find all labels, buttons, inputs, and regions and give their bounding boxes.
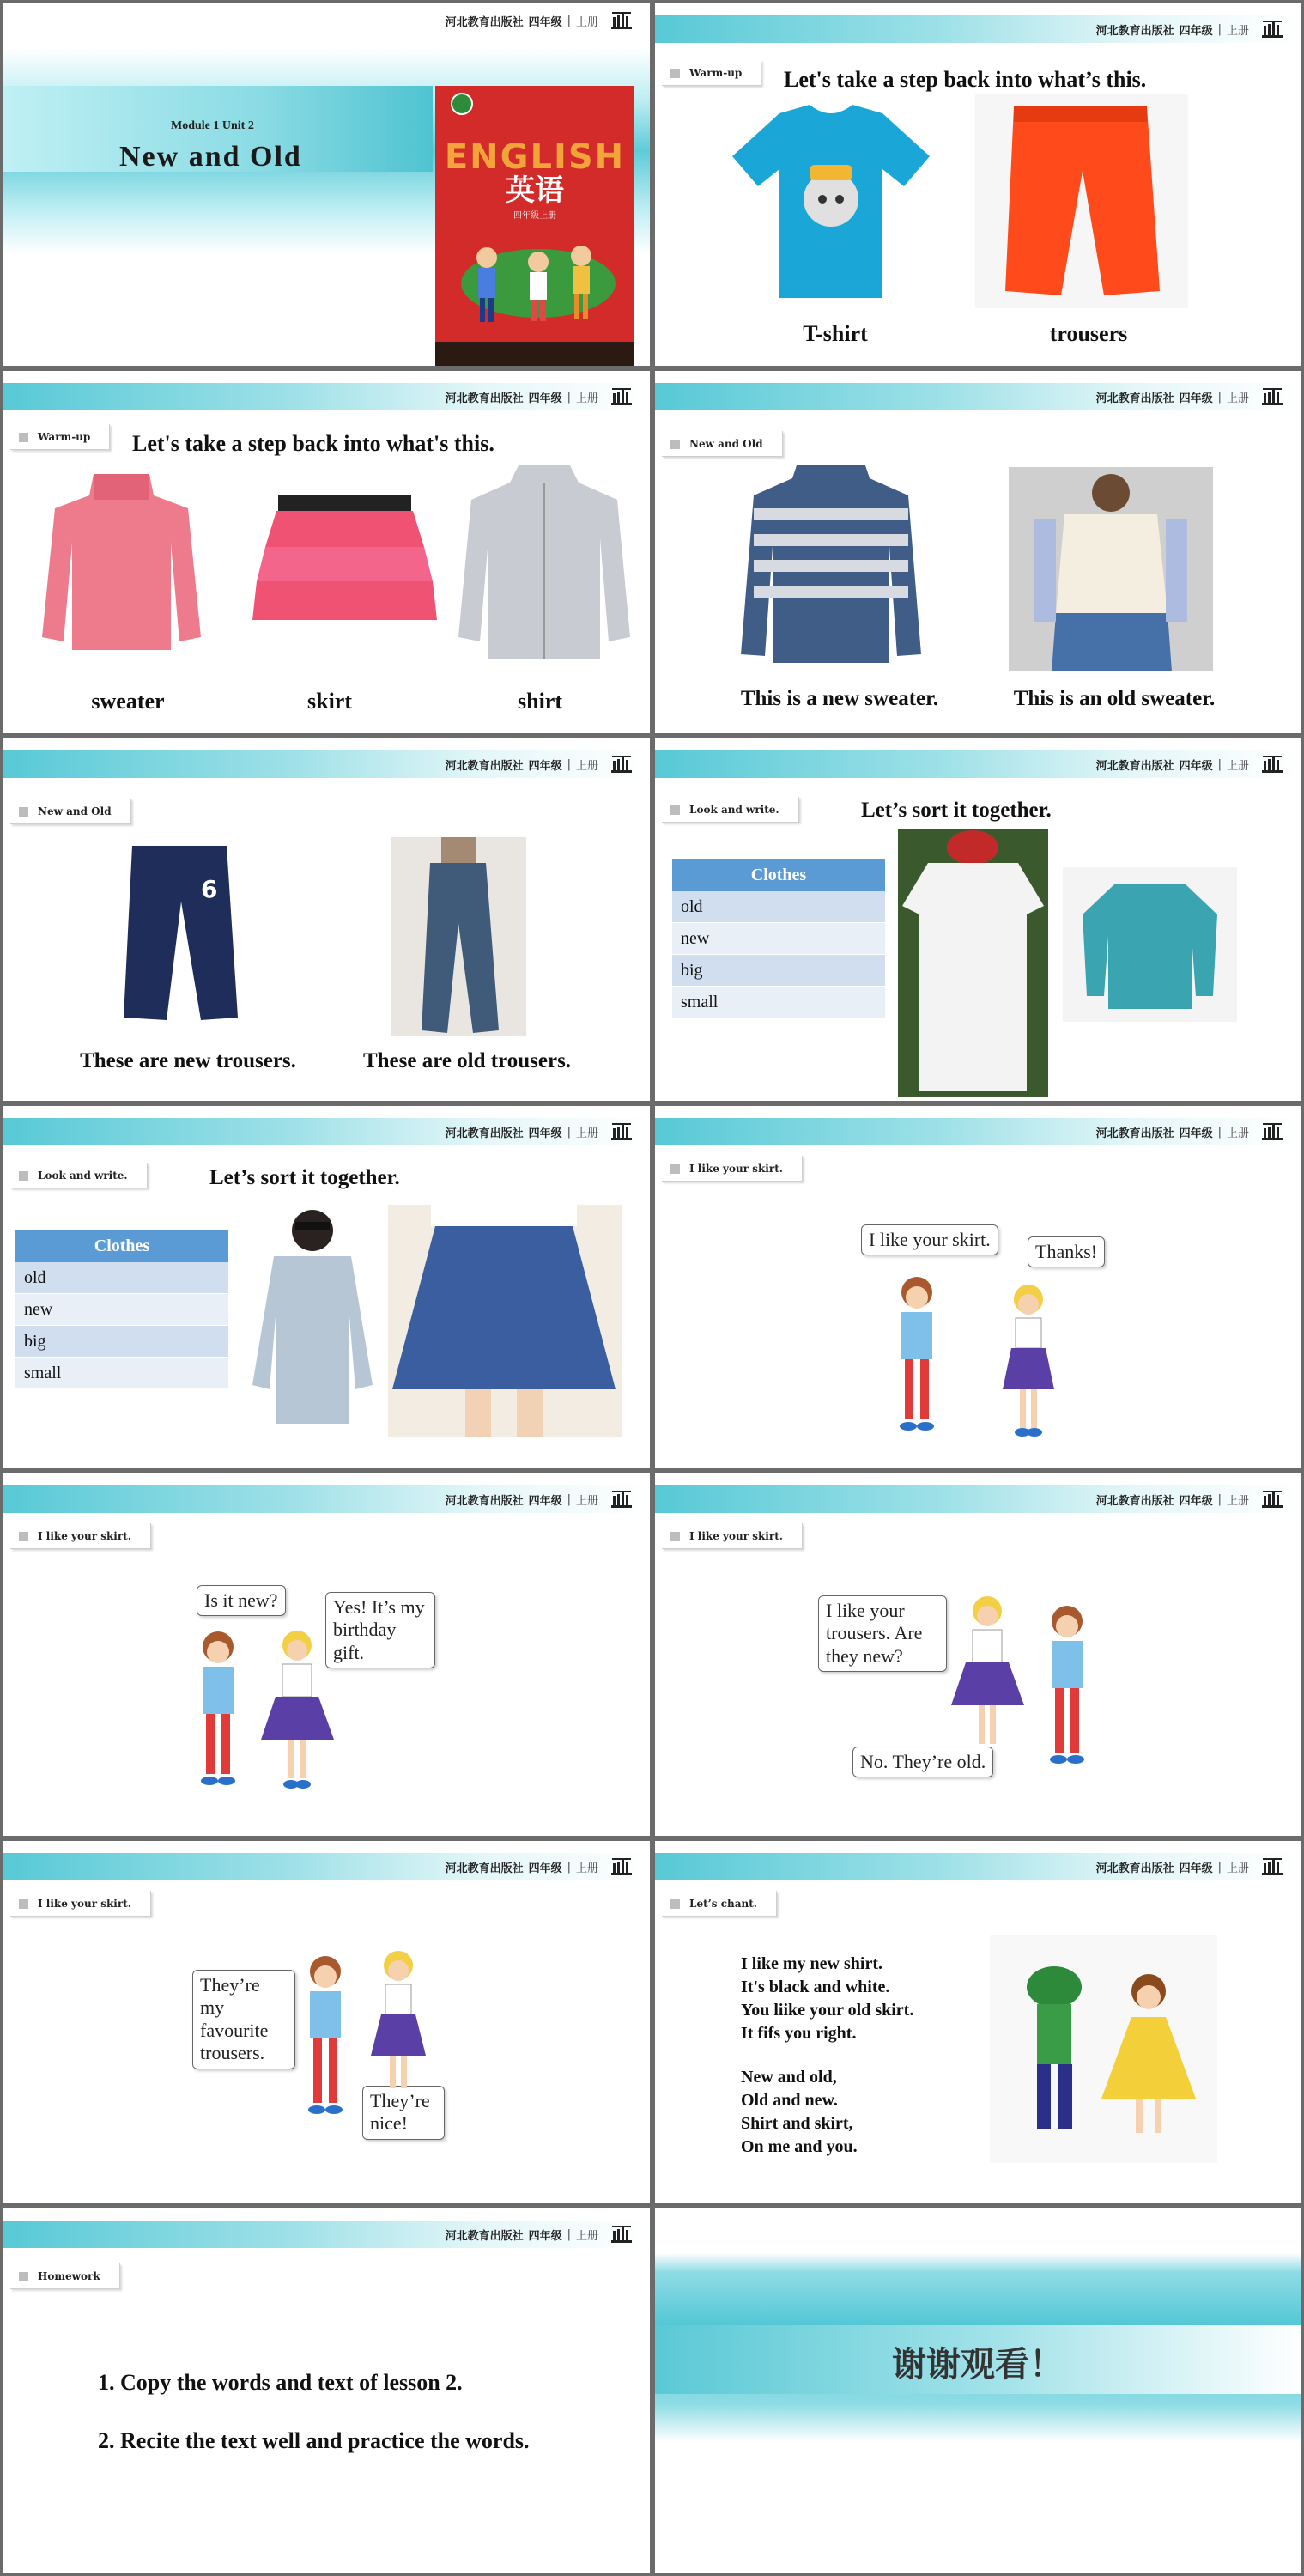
chant-illustration (990, 1935, 1217, 2163)
table-row: old (672, 891, 885, 923)
new-sweater-image (741, 465, 921, 663)
grey-sweater-image (248, 1205, 377, 1430)
publisher-grade: 四年级 (528, 1862, 562, 1875)
publisher-grade: 四年级 (528, 2229, 562, 2243)
item-label: trousers (1049, 321, 1128, 346)
publisher-name: 河北教育出版社 (1095, 24, 1174, 38)
publisher-term: 上册 (575, 1127, 598, 1140)
girl-character-2 (364, 1948, 433, 2090)
slide-heading: Let’s sort it together. (209, 1166, 400, 1189)
separator: | (567, 390, 571, 404)
sweater-image (42, 474, 201, 654)
cover-title: New and Old (119, 141, 302, 173)
publisher-grade: 四年级 (528, 15, 562, 29)
publisher-term: 上册 (1226, 392, 1249, 405)
publisher-name: 河北教育出版社 (445, 759, 524, 773)
old-trousers-image (391, 837, 526, 1036)
textbook-badge-icon (451, 93, 473, 115)
section-tag: Look and write. (662, 797, 799, 823)
slide-dialogue-1 (655, 1106, 1301, 1468)
section-tag: I like your skirt. (10, 1523, 151, 1549)
section-tag: New and Old (10, 799, 131, 824)
item-label: shirt (518, 689, 562, 714)
publisher-header (1096, 1853, 1283, 1880)
item-label: T-shirt (803, 321, 868, 346)
publisher-term: 上册 (575, 1494, 598, 1508)
textbook-children-illustration (444, 223, 626, 335)
slide-dialogue-4 (3, 1841, 650, 2203)
publisher-logo-icon (610, 2225, 633, 2244)
slide-cover (3, 3, 650, 366)
publisher-grade: 四年级 (528, 759, 562, 773)
separator: | (1217, 390, 1222, 404)
publisher-name: 河北教育出版社 (445, 1862, 524, 1875)
slide-dialogue-3 (655, 1473, 1301, 1836)
white-tshirt-image (898, 829, 1048, 1097)
publisher-logo-icon (610, 387, 633, 406)
separator: | (567, 2227, 571, 2241)
girl-character-1 (882, 1273, 951, 1437)
cover-module: Module 1 Unit 2 (171, 119, 254, 132)
publisher-term: 上册 (1226, 1127, 1249, 1140)
old-sweater-image (1009, 467, 1213, 671)
publisher-grade: 四年级 (528, 1127, 562, 1140)
publisher-name: 河北教育出版社 (445, 2229, 524, 2243)
publisher-header (446, 1118, 633, 1145)
slide-chant (655, 1841, 1301, 2203)
slide-new-old-sweater (655, 371, 1301, 733)
publisher-logo-icon (610, 1857, 633, 1876)
publisher-grade: 四年级 (1179, 1127, 1213, 1140)
separator: | (567, 1860, 571, 1874)
homework-task: 2. Recite the text well and practice the words. (98, 2428, 530, 2453)
knit-cardigan-image (1063, 867, 1237, 1022)
chant-verse-1 (741, 1953, 913, 2045)
caption-old-trousers: These are old trousers. (362, 1049, 572, 1072)
table-row: small (15, 1358, 228, 1389)
publisher-logo-icon (610, 11, 633, 30)
separator: | (567, 1492, 571, 1506)
girl-character-2 (257, 1628, 338, 1795)
publisher-grade: 四年级 (1179, 392, 1213, 405)
publisher-name: 河北教育出版社 (1095, 1127, 1174, 1140)
section-tag: Homework (10, 2263, 120, 2289)
item-label: skirt (307, 689, 352, 714)
speech-bubble: They’re my favourite trousers. (192, 1970, 295, 2069)
textbook-bottom-strip (435, 342, 634, 366)
publisher-grade: 四年级 (528, 392, 562, 405)
denim-skirt-image (388, 1205, 622, 1437)
publisher-header (446, 7, 633, 34)
separator: | (1217, 22, 1222, 36)
textbook-english: ENGLISH (444, 137, 626, 177)
publisher-logo-icon (610, 755, 633, 774)
publisher-logo-icon (1261, 1490, 1283, 1509)
chant-line: Shirt and skirt, (741, 2114, 853, 2133)
chant-verse-2 (741, 2066, 858, 2159)
publisher-logo-icon (610, 1490, 633, 1509)
separator: | (1217, 1860, 1222, 1874)
girl-character-1 (184, 1628, 252, 1791)
publisher-name: 河北教育出版社 (445, 1127, 524, 1140)
section-tag: Look and write. (10, 1163, 148, 1188)
table-row: old (15, 1262, 228, 1294)
chant-line: On me and you. (741, 2137, 858, 2156)
chant-line: Old and new. (741, 2091, 838, 2110)
publisher-grade: 四年级 (1179, 24, 1213, 38)
publisher-logo-icon (1261, 1857, 1283, 1876)
girl-character-1 (1033, 1602, 1101, 1774)
caption-old-sweater: This is an old sweater. (1013, 687, 1216, 710)
publisher-term: 上册 (1226, 759, 1249, 773)
publisher-header (446, 1853, 633, 1880)
chant-line: I like my new shirt. (741, 1954, 882, 1973)
publisher-header (1096, 750, 1283, 778)
table-row: big (15, 1326, 228, 1358)
publisher-header (1096, 15, 1283, 43)
chant-line: New and old, (741, 2068, 837, 2087)
separator: | (1217, 1125, 1222, 1139)
slide-heading: Let’s sort it together. (861, 799, 1052, 822)
caption-new-sweater: This is a new sweater. (740, 687, 939, 710)
publisher-term: 上册 (1226, 1494, 1249, 1508)
textbook-chinese: 英语 (506, 173, 564, 208)
clothes-table (15, 1230, 228, 1389)
publisher-header (1096, 1485, 1283, 1513)
section-tag: Warm-up (10, 424, 110, 450)
trousers-image (975, 94, 1188, 308)
slide-dialogue-2 (3, 1473, 650, 1836)
item-label: sweater (91, 689, 165, 714)
slide-heading: Let's take a step back into what’s this. (784, 67, 1147, 92)
girl-character-2 (994, 1282, 1063, 1441)
publisher-header (1096, 383, 1283, 410)
publisher-name: 河北教育出版社 (1095, 1862, 1174, 1875)
slide-heading: Let's take a step back into what's this. (132, 431, 494, 456)
homework-task: 1. Copy the words and text of lesson 2. (98, 2370, 463, 2395)
publisher-name: 河北教育出版社 (445, 15, 524, 29)
shirt-image (458, 465, 630, 659)
clothes-table (672, 859, 885, 1018)
section-tag: New and Old (662, 431, 783, 457)
slide-sort-2 (3, 1106, 650, 1468)
publisher-logo-icon (1261, 1122, 1283, 1141)
publisher-name: 河北教育出版社 (445, 392, 524, 405)
svg-text:6: 6 (201, 875, 218, 903)
section-tag: Warm-up (662, 60, 761, 86)
separator: | (567, 14, 571, 27)
publisher-header (446, 1485, 633, 1513)
separator: | (1217, 1492, 1222, 1506)
slide-thanks (655, 2208, 1301, 2573)
section-tag: I like your skirt. (662, 1523, 803, 1549)
publisher-term: 上册 (575, 392, 598, 405)
tshirt-image (728, 105, 934, 302)
publisher-grade: 四年级 (1179, 1494, 1213, 1508)
publisher-name: 河北教育出版社 (445, 1494, 524, 1508)
publisher-term: 上册 (575, 2229, 598, 2243)
publisher-header (446, 2221, 633, 2248)
table-row: new (672, 923, 885, 955)
table-row: big (672, 955, 885, 987)
skirt-image (252, 495, 437, 624)
publisher-name: 河北教育出版社 (1095, 759, 1174, 773)
publisher-header (446, 750, 633, 778)
girl-character-2 (947, 1594, 1028, 1757)
table-header: Clothes (672, 859, 885, 891)
publisher-term: 上册 (575, 1862, 598, 1875)
table-row: small (672, 987, 885, 1018)
slide-warmup-1 (655, 3, 1301, 366)
section-tag: Let’s chant. (662, 1891, 777, 1917)
thanks-text: 谢谢观看！ (892, 2345, 1064, 2385)
publisher-grade: 四年级 (528, 1494, 562, 1508)
chant-line: It's black and white. (741, 1978, 890, 1996)
speech-bubble: I like your skirt. (861, 1224, 998, 1255)
publisher-name: 河北教育出版社 (1095, 392, 1174, 405)
publisher-header (1096, 1118, 1283, 1145)
speech-bubble: Yes! It’s my birthday gift. (325, 1592, 435, 1668)
table-header: Clothes (15, 1230, 228, 1262)
publisher-name: 河北教育出版社 (1095, 1494, 1174, 1508)
publisher-grade: 四年级 (1179, 1862, 1213, 1875)
speech-bubble: They’re nice! (362, 2086, 445, 2140)
section-tag: I like your skirt. (10, 1891, 151, 1917)
publisher-term: 上册 (1226, 1862, 1249, 1875)
separator: | (567, 757, 571, 771)
publisher-term: 上册 (575, 15, 598, 29)
speech-bubble: I like your trousers. Are they new? (818, 1595, 947, 1672)
textbook-cover (435, 86, 634, 366)
new-trousers-image (119, 846, 240, 1022)
publisher-term: 上册 (575, 759, 598, 773)
publisher-header (446, 383, 633, 410)
slide-homework (3, 2208, 650, 2573)
separator: | (1217, 757, 1222, 771)
speech-bubble: Thanks! (1028, 1236, 1105, 1267)
separator: | (567, 1125, 571, 1139)
chant-line: You liike your old skirt. (741, 2001, 914, 2020)
slide-warmup-2 (3, 371, 650, 733)
textbook-grade: 四年级上册 (513, 211, 556, 221)
caption-new-trousers: These are new trousers. (80, 1049, 296, 1072)
speech-bubble: Is it new? (197, 1585, 286, 1616)
girl-character-1 (291, 1953, 360, 2124)
publisher-logo-icon (1261, 387, 1283, 406)
publisher-grade: 四年级 (1179, 759, 1213, 773)
publisher-logo-icon (1261, 20, 1283, 39)
section-tag: I like your skirt. (662, 1156, 803, 1182)
table-row: new (15, 1294, 228, 1326)
slide-sort-1 (655, 738, 1301, 1101)
publisher-logo-icon (1261, 755, 1283, 774)
publisher-term: 上册 (1226, 24, 1249, 38)
chant-line: It fifs you right. (741, 2024, 857, 2043)
publisher-logo-icon (610, 1122, 633, 1141)
speech-bubble: No. They’re old. (852, 1747, 993, 1777)
slide-new-old-trousers (3, 738, 650, 1101)
